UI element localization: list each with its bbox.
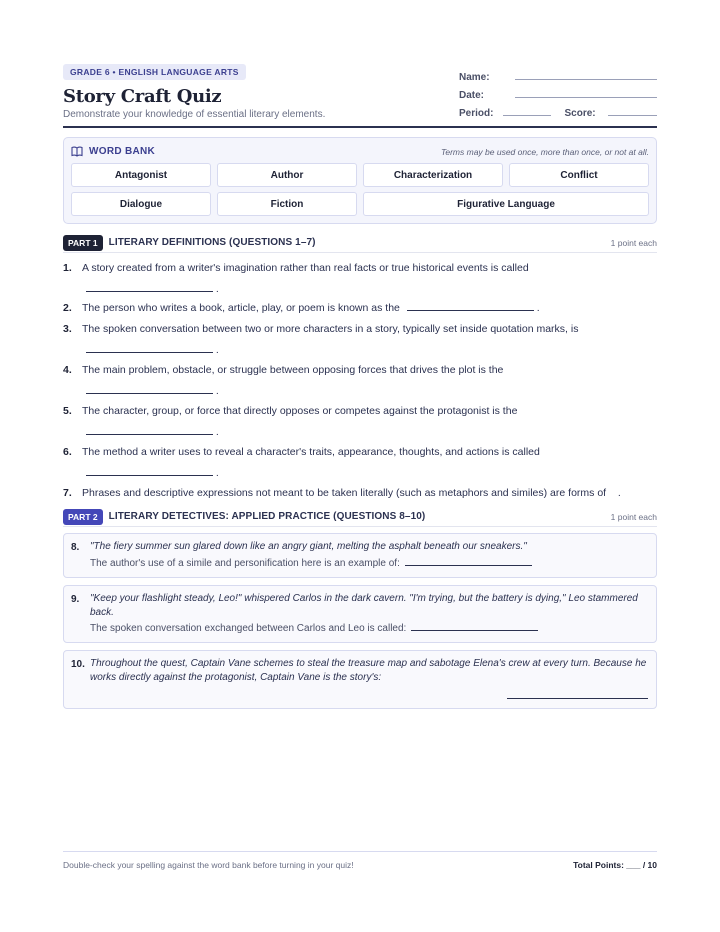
question-number: 10.: [71, 659, 85, 670]
part1-points: 1 point each: [610, 237, 657, 248]
quiz-page: [63, 62, 657, 709]
question-quote: Throughout the quest, Captain Vane schemes to steal the treasure map and sabotage Elena's crew at every turn. Because he works directly against the protagonist, Captain Vane is the story's:: [90, 658, 647, 683]
part1-badge: PART 1: [63, 235, 103, 251]
part2-badge: PART 2: [63, 509, 103, 525]
period-label: Period:: [459, 108, 494, 119]
question-number: 7.: [63, 487, 72, 499]
question-text: The spoken conversation between two or more characters in a story, typically set inside quotation marks, is: [82, 323, 579, 335]
question-3: [63, 322, 657, 357]
question-period: .: [215, 283, 219, 295]
answer-blank[interactable]: [407, 302, 534, 311]
part1-header: [63, 233, 657, 253]
word-bank-term: Characterization: [363, 163, 503, 187]
date-label: Date:: [459, 90, 485, 101]
score-label: Score:: [564, 108, 596, 119]
score-field[interactable]: [608, 107, 657, 116]
part2-header: [63, 507, 657, 527]
word-bank-note: Terms may be used once, more than once, or not at all.: [440, 146, 649, 157]
question-1: [63, 261, 657, 296]
grade-badge: GRADE 6 • ENGLISH LANGUAGE ARTS: [63, 64, 246, 80]
question-text: The method a writer uses to reveal a character's traits, appearance, thoughts, and actions is called: [82, 446, 540, 458]
book-icon: [71, 146, 83, 157]
answer-blank[interactable]: [411, 622, 538, 631]
part1-title: LITERARY DEFINITIONS (QUESTIONS 1–7): [108, 237, 316, 248]
question-10: [63, 650, 657, 709]
question-period: .: [215, 467, 219, 479]
quiz-header: [63, 62, 657, 128]
question-9: [63, 585, 657, 643]
question-number: 3.: [63, 323, 72, 335]
question-number: 8.: [71, 542, 80, 553]
question-number: 2.: [63, 302, 72, 314]
page-subtitle: Demonstrate your knowledge of essential literary elements.: [63, 109, 326, 120]
question-number: 6.: [63, 446, 72, 458]
word-bank-term: Author: [217, 163, 357, 187]
question-period: .: [215, 426, 219, 438]
question-prompt: The author's use of a simile and personification here is an example of:: [90, 557, 400, 569]
question-text: The person who writes a book, article, play, or poem is known as the: [82, 302, 400, 314]
question-number: 5.: [63, 405, 72, 417]
footer-tip: Double-check your spelling against the word bank before turning in your quiz!: [63, 860, 354, 870]
question-text: Phrases and descriptive expressions not meant to be taken literally (such as metaphors and similes) are forms of: [82, 487, 607, 499]
question-5: [63, 404, 657, 439]
part2-title: LITERARY DETECTIVES: APPLIED PRACTICE (QUESTIONS 8–10): [108, 511, 426, 522]
question-quote: "Keep your flashlight steady, Leo!" whispered Carlos in the dark cavern. "I'm trying, but the battery is dying," Leo stammered back.: [90, 593, 638, 618]
question-7: [63, 486, 657, 500]
question-text: The character, group, or force that directly opposes or competes against the protagonist is the: [82, 405, 518, 417]
period-field[interactable]: [503, 107, 551, 116]
word-bank-term: Dialogue: [71, 192, 211, 216]
answer-blank[interactable]: [86, 344, 213, 353]
answer-blank[interactable]: [507, 690, 648, 699]
answer-blank[interactable]: [86, 426, 213, 435]
answer-blank[interactable]: [405, 557, 532, 566]
name-label: Name:: [459, 72, 490, 83]
word-bank-term: Antagonist: [71, 163, 211, 187]
question-period: .: [215, 344, 219, 356]
part2-points: 1 point each: [610, 511, 657, 522]
question-number: 4.: [63, 364, 72, 376]
student-info: [459, 65, 657, 119]
question-6: [63, 445, 657, 480]
answer-blank[interactable]: [86, 385, 213, 394]
question-period: .: [215, 385, 219, 397]
answer-blank[interactable]: [86, 283, 213, 292]
question-text: The main problem, obstacle, or struggle between opposing forces that drives the plot is the: [82, 364, 504, 376]
question-text: A story created from a writer's imagination rather than real facts or true historical events is called: [82, 262, 529, 274]
footer: [63, 851, 657, 870]
word-bank-title-text: WORD BANK: [89, 146, 156, 157]
word-bank-term: Conflict: [509, 163, 649, 187]
question-period: .: [617, 487, 621, 499]
question-2: [63, 301, 657, 315]
word-bank-term: Fiction: [217, 192, 357, 216]
question-quote: "The fiery summer sun glared down like an angry giant, melting the asphalt beneath our sneakers.": [90, 541, 527, 552]
question-period: .: [536, 302, 540, 314]
date-field[interactable]: [515, 89, 657, 98]
question-number: 9.: [71, 594, 80, 605]
word-bank-term: Figurative Language: [363, 192, 649, 216]
total-points: Total Points: ___ / 10: [573, 860, 657, 870]
word-bank-title: [71, 146, 155, 157]
question-4: [63, 363, 657, 398]
question-number: 1.: [63, 262, 72, 274]
word-bank: [63, 137, 657, 224]
answer-blank[interactable]: [86, 467, 213, 476]
question-8: [63, 533, 657, 578]
name-field[interactable]: [515, 71, 657, 80]
page-title: Story Craft Quiz: [63, 86, 222, 107]
question-prompt: The spoken conversation exchanged between Carlos and Leo is called:: [90, 623, 407, 634]
